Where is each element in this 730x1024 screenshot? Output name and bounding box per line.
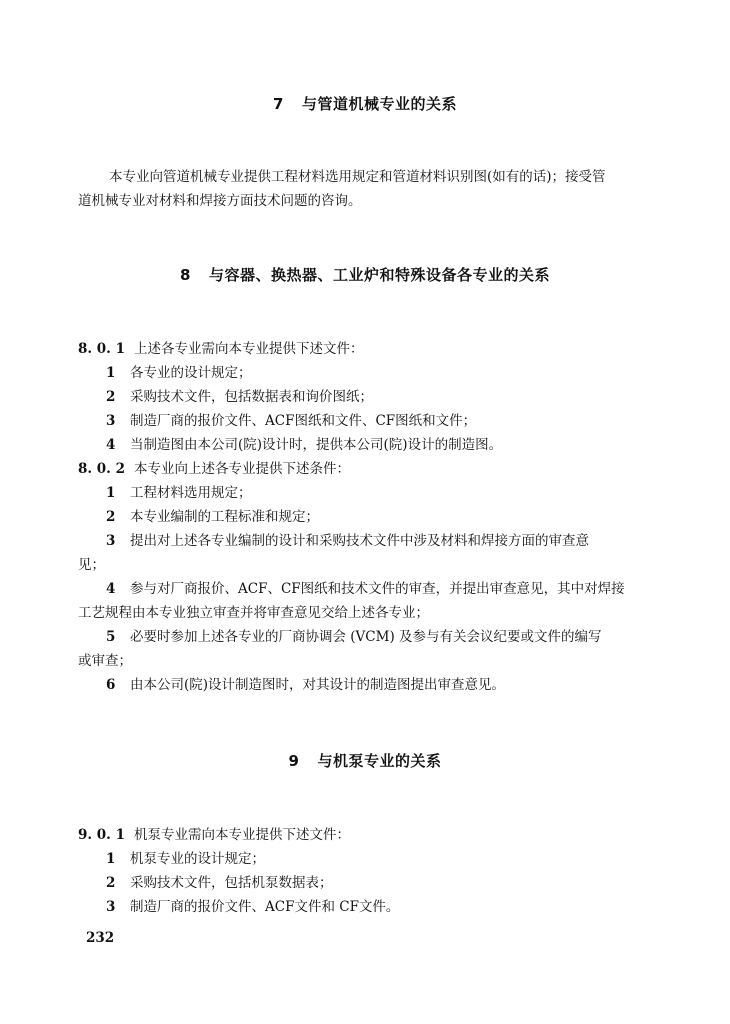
clause-label: 8. 0. 2 — [78, 461, 125, 477]
section-7-heading — [0, 93, 730, 114]
item-text: 各专业的设计规定； — [130, 365, 252, 381]
item-text: 必要时参加上述各专业的厂商协调会 (VCM) 及参与有关会议纪要或文件的编写 — [130, 629, 602, 645]
list-item — [106, 850, 265, 868]
list-item — [106, 388, 373, 406]
item-text: 提出对上述各专业编制的设计和采购技术文件中涉及材料和焊接方面的审查意 — [130, 533, 589, 549]
section-title: 与机泵专业的关系 — [317, 752, 442, 770]
section-number: 8 — [180, 266, 191, 284]
item-number: 6 — [106, 677, 116, 693]
item-number: 2 — [106, 509, 116, 525]
clause-text: 本专业向上述各专业提供下述条件： — [134, 461, 350, 477]
clause-label: 9. 0. 1 — [78, 827, 125, 843]
item-number: 4 — [106, 581, 116, 597]
list-item — [106, 508, 319, 526]
item-text: 参与对厂商报价、ACF、CF图纸和技术文件的审查，并提出审查意见，其中对焊接 — [130, 581, 625, 597]
list-item-continuation: 见； — [78, 557, 105, 573]
list-item — [106, 436, 502, 454]
item-number: 3 — [106, 533, 116, 549]
item-text: 采购技术文件，包括机泵数据表； — [130, 875, 333, 891]
item-text: 采购技术文件，包括数据表和询价图纸； — [130, 389, 373, 405]
clause-8-0-1 — [78, 340, 364, 358]
list-item — [106, 412, 476, 430]
list-item — [106, 628, 602, 646]
item-text: 当制造图由本公司(院)设计时，提供本公司(院)设计的制造图。 — [130, 437, 503, 453]
item-text: 制造厂商的报价文件、ACF图纸和文件、CF图纸和文件； — [130, 413, 477, 429]
list-item-continuation: 工艺规程由本专业独立审查并将审查意见交给上述各专业； — [78, 605, 429, 621]
item-number: 1 — [106, 365, 116, 381]
section-number: 9 — [288, 752, 300, 770]
item-number: 2 — [106, 875, 116, 891]
section-title: 与管道机械专业的关系 — [301, 95, 457, 113]
section-title: 与容器、换热器、工业炉和特殊设备各专业的关系 — [208, 266, 550, 284]
item-number: 1 — [106, 485, 116, 501]
clause-text: 上述各专业需向本专业提供下述文件： — [134, 341, 364, 357]
section-7-para-line-2: 道机械专业对材料和焊接方面技术问题的咨询。 — [78, 193, 362, 209]
list-item — [106, 364, 252, 382]
item-number: 1 — [106, 851, 116, 867]
clause-9-0-1 — [78, 826, 350, 844]
item-number: 2 — [106, 389, 116, 405]
item-number: 3 — [106, 413, 116, 429]
item-number: 5 — [106, 629, 116, 645]
item-number: 3 — [106, 899, 116, 915]
item-number: 4 — [106, 437, 116, 453]
list-item — [106, 898, 399, 916]
list-item-continuation: 或审查； — [78, 653, 132, 669]
section-8-heading — [0, 264, 730, 285]
item-text: 由本公司(院)设计制造图时，对其设计的制造图提出审查意见。 — [130, 677, 506, 693]
item-text: 机泵专业的设计规定； — [130, 851, 265, 867]
section-number: 7 — [273, 95, 284, 113]
item-text: 制造厂商的报价文件、ACF文件和 CF文件。 — [130, 899, 400, 915]
list-item — [106, 676, 505, 694]
clause-text: 机泵专业需向本专业提供下述文件： — [134, 827, 350, 843]
list-item — [106, 532, 589, 550]
clause-8-0-2 — [78, 460, 350, 478]
list-item — [106, 580, 625, 598]
section-7-para-line-1: 本专业向管道机械专业提供工程材料选用规定和管道材料识别图(如有的话)；接受管 — [109, 169, 606, 185]
item-text: 工程材料选用规定； — [130, 485, 252, 501]
clause-label: 8. 0. 1 — [78, 341, 125, 357]
section-9-heading — [0, 750, 730, 771]
item-text: 本专业编制的工程标准和规定； — [130, 509, 319, 525]
list-item — [106, 484, 252, 502]
list-item — [106, 874, 333, 892]
page-number: 232 — [86, 930, 115, 946]
